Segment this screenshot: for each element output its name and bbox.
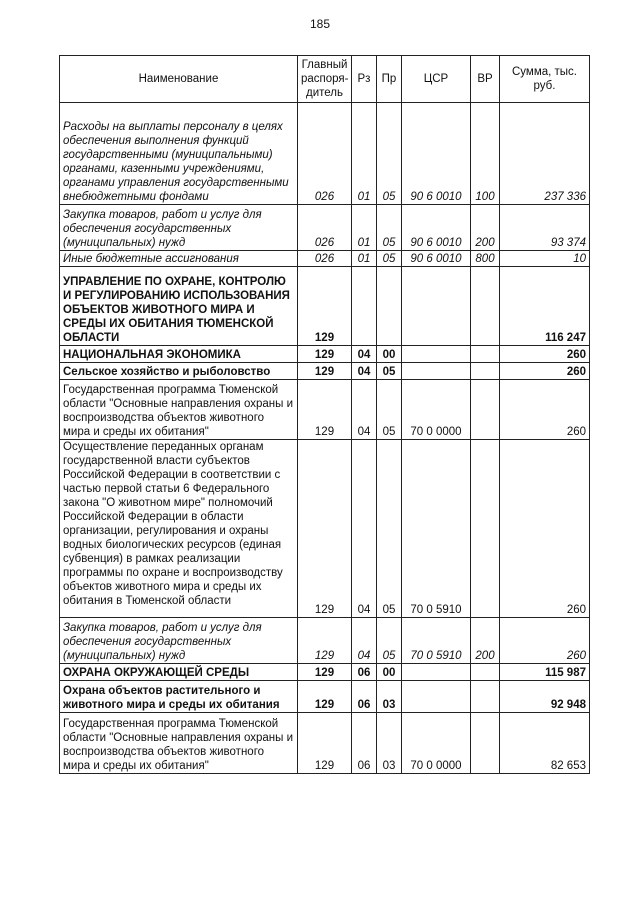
row-vr	[471, 713, 500, 774]
row-pr: 05	[377, 363, 402, 380]
row-name: Закупка товаров, работ и услуг для обеспечения государственных (муниципальных) нужд	[60, 205, 298, 251]
row-gr: 129	[298, 440, 352, 618]
row-csr: 70 0 0000	[402, 713, 471, 774]
header-csr: ЦСР	[402, 56, 471, 103]
row-vr	[471, 380, 500, 440]
table-row	[60, 681, 590, 713]
row-gr: 026	[298, 103, 352, 205]
row-gr: 026	[298, 205, 352, 251]
row-vr	[471, 681, 500, 713]
row-pr: 05	[377, 618, 402, 664]
header-name: Наименование	[60, 56, 298, 103]
row-csr	[402, 363, 471, 380]
row-name: Охрана объектов растительного и животного мира и среды их обитания	[60, 681, 298, 713]
row-gr: 129	[298, 681, 352, 713]
row-gr: 129	[298, 618, 352, 664]
row-pr: 05	[377, 380, 402, 440]
row-pr: 05	[377, 205, 402, 251]
row-rz	[352, 267, 377, 346]
row-csr	[402, 267, 471, 346]
row-csr: 90 6 0010	[402, 251, 471, 267]
budget-table	[59, 55, 590, 774]
row-name: Закупка товаров, работ и услуг для обеспечения государственных (муниципальных) нужд	[60, 618, 298, 664]
row-pr	[377, 267, 402, 346]
row-gr: 026	[298, 251, 352, 267]
row-vr	[471, 664, 500, 681]
page-number: 185	[309, 17, 331, 31]
row-sum: 92 948	[500, 681, 590, 713]
row-pr: 05	[377, 440, 402, 618]
header-pr: Пр	[377, 56, 402, 103]
row-sum: 260	[500, 346, 590, 363]
row-sum: 260	[500, 440, 590, 618]
row-sum: 115 987	[500, 664, 590, 681]
table-row	[60, 205, 590, 251]
row-pr: 05	[377, 103, 402, 205]
row-csr	[402, 346, 471, 363]
row-rz: 06	[352, 713, 377, 774]
row-name: НАЦИОНАЛЬНАЯ ЭКОНОМИКА	[60, 346, 298, 363]
row-gr: 129	[298, 363, 352, 380]
row-rz: 04	[352, 346, 377, 363]
row-pr: 03	[377, 681, 402, 713]
row-sum: 10	[500, 251, 590, 267]
table-row	[60, 363, 590, 380]
row-gr: 129	[298, 664, 352, 681]
row-vr	[471, 267, 500, 346]
row-sum: 237 336	[500, 103, 590, 205]
row-csr: 70 0 0000	[402, 380, 471, 440]
table-row	[60, 713, 590, 774]
row-vr: 200	[471, 618, 500, 664]
table-row	[60, 346, 590, 363]
row-name: Иные бюджетные ассигнования	[60, 251, 298, 267]
table-row	[60, 664, 590, 681]
row-pr: 03	[377, 713, 402, 774]
row-pr: 05	[377, 251, 402, 267]
table-row	[60, 251, 590, 267]
row-vr: 200	[471, 205, 500, 251]
row-pr: 00	[377, 346, 402, 363]
row-name-text: Осуществление переданных органам государственной власти субъектов Российской Федерации в соответствии с частью первой статьи 6 Федерального закона "О животном мире" полномочий Российской Федерации в области организации, регулирования и охраны водных биологических ресурсов (единая субвенция) в рамках реализации программы по охране и воспроизводству объектов животного мира и среды их обитания в Тюменской области	[63, 441, 283, 607]
row-name: Государственная программа Тюменской области "Основные направления охраны и воспроизводства объектов животного мира и среды их обитания"	[60, 380, 298, 440]
row-rz: 01	[352, 205, 377, 251]
row-csr: 90 6 0010	[402, 103, 471, 205]
table-row	[60, 380, 590, 440]
row-csr	[402, 664, 471, 681]
row-rz: 04	[352, 380, 377, 440]
row-sum: 260	[500, 363, 590, 380]
row-gr: 129	[298, 267, 352, 346]
row-rz: 04	[352, 618, 377, 664]
row-name	[60, 440, 298, 618]
row-csr	[402, 681, 471, 713]
row-vr	[471, 346, 500, 363]
table-row	[60, 440, 590, 618]
table-row	[60, 618, 590, 664]
row-sum: 260	[500, 618, 590, 664]
row-csr: 70 0 5910	[402, 618, 471, 664]
table-row	[60, 267, 590, 346]
row-sum: 93 374	[500, 205, 590, 251]
row-vr	[471, 363, 500, 380]
row-sum: 116 247	[500, 267, 590, 346]
row-rz: 01	[352, 103, 377, 205]
row-rz: 04	[352, 363, 377, 380]
row-rz: 06	[352, 664, 377, 681]
row-name: УПРАВЛЕНИЕ ПО ОХРАНЕ, КОНТРОЛЮ И РЕГУЛИРОВАНИЮ ИСПОЛЬЗОВАНИЯ ОБЪЕКТОВ ЖИВОТНОГО МИРА И СРЕДЫ ИХ ОБИТАНИЯ ТЮМЕНСКОЙ ОБЛАСТИ	[60, 267, 298, 346]
row-vr: 100	[471, 103, 500, 205]
row-pr: 00	[377, 664, 402, 681]
row-sum: 260	[500, 380, 590, 440]
row-gr: 129	[298, 346, 352, 363]
header-manager: Главный распоря-дитель	[298, 56, 352, 103]
row-gr: 129	[298, 380, 352, 440]
row-vr: 800	[471, 251, 500, 267]
row-name: ОХРАНА ОКРУЖАЮЩЕЙ СРЕДЫ	[60, 664, 298, 681]
table-header-row	[60, 56, 590, 103]
row-rz: 01	[352, 251, 377, 267]
table-row	[60, 103, 590, 205]
row-sum: 82 653	[500, 713, 590, 774]
row-name: Сельское хозяйство и рыболовство	[60, 363, 298, 380]
header-vr: ВР	[471, 56, 500, 103]
row-name: Расходы на выплаты персоналу в целях обеспечения выполнения функций государственными (муниципальными) органами, казенными учреждениями, органами управления государственными внебюджетными фондами	[60, 103, 298, 205]
row-rz: 06	[352, 681, 377, 713]
row-csr: 70 0 5910	[402, 440, 471, 618]
header-sum: Сумма, тыс. руб.	[500, 56, 590, 103]
row-vr	[471, 440, 500, 618]
row-rz: 04	[352, 440, 377, 618]
row-gr: 129	[298, 713, 352, 774]
row-csr: 90 6 0010	[402, 205, 471, 251]
row-name: Государственная программа Тюменской области "Основные направления охраны и воспроизводства объектов животного мира и среды их обитания"	[60, 713, 298, 774]
header-rz: Рз	[352, 56, 377, 103]
